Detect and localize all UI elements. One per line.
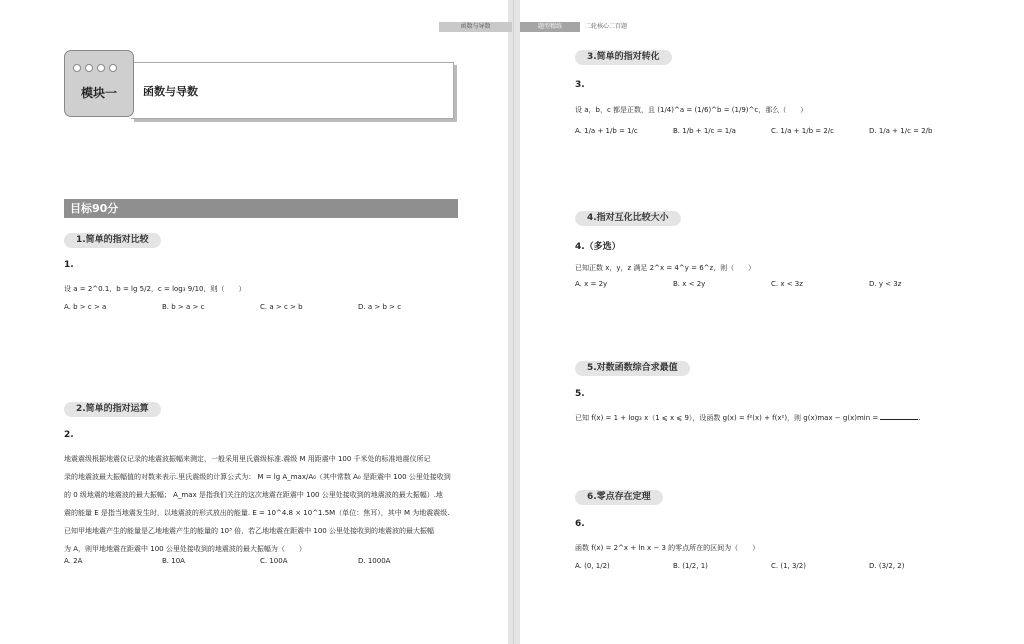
q4-stem: 已知正数 x，y，z 满足 2^x = 4^y = 6^z，则（ ）: [575, 264, 756, 272]
q2-number: 2.: [64, 430, 74, 440]
header-tab-type: 题型精练: [520, 22, 580, 32]
q5-end: .: [918, 414, 921, 422]
q2-option-b: B. 10A: [162, 557, 185, 565]
q2-line-2: 录的地震波最大振幅值的对数来表示.里氏震级的计算公式为： M = lg A_max/A₀（其中常数 A₀ 是距震中 100 公里处接收到: [64, 473, 451, 481]
topic-pill-2: 2.简单的指对运算: [64, 402, 161, 417]
q4-option-b: B. x < 2y: [673, 280, 706, 288]
q1-stem: 设 a = 2^0.1，b = lg 5/2，c = log₃ 9/10，则（ ）: [64, 285, 246, 293]
q1-option-a: A. b > c > a: [64, 303, 107, 311]
page-gutter: [508, 0, 520, 644]
q5-stem: 已知 f(x) = 1 + log₃ x（1 ⩽ x ⩽ 9），设函数 g(x) = f²(x) + f(x²)，则 g(x)max − g(x)min =: [575, 414, 881, 422]
q4-option-d: D. y < 3z: [869, 280, 902, 288]
q5-number: 5.: [575, 389, 585, 399]
q5-answer-blank[interactable]: [880, 419, 918, 420]
q6-option-c: C. (1, 3/2): [771, 562, 806, 570]
topic-pill-6: 6.零点存在定理: [575, 490, 663, 505]
q3-option-d: D. 1/a + 1/c = 2/b: [869, 127, 933, 135]
q4-number: 4.（多选）: [575, 242, 621, 252]
section-title: 目标90分: [64, 199, 458, 218]
q6-number: 6.: [575, 519, 585, 529]
topic-pill-5: 5.对数函数综合求最值: [575, 361, 690, 376]
q4-option-a: A. x = 2y: [575, 280, 608, 288]
q3-number: 3.: [575, 80, 585, 90]
topic-pill-4: 4.指对互化比较大小: [575, 211, 681, 226]
q6-option-d: D. (3/2, 2): [869, 562, 905, 570]
q3-option-c: C. 1/a + 1/b = 2/c: [771, 127, 834, 135]
q6-stem: 函数 f(x) = 2^x + ln x − 3 的零点所在的区间为（ ）: [575, 544, 760, 552]
q1-option-b: B. b > a > c: [162, 303, 205, 311]
q3-stem: 设 a，b，c 都是正数，且 (1/4)^a = (1/6)^b = (1/9)^c，那么（ ）: [575, 106, 808, 114]
q3-option-a: A. 1/a + 1/b = 1/c: [575, 127, 638, 135]
header-tab-topic: 函数与导数: [439, 22, 512, 32]
q2-line-4: 震的能量 E 是指当地震发生时，以地震波的形式放出的能量. E = 10^4.8 × 10^1.5M（单位：焦耳），其中 M 为地震震级.: [64, 509, 450, 517]
q1-number: 1.: [64, 260, 74, 270]
q2-stem: [64, 450, 464, 558]
q2-option-d: D. 1000A: [358, 557, 391, 565]
module-title-box: [131, 62, 454, 119]
topic-pill-3: 3.简单的指对转化: [575, 50, 672, 65]
q2-option-a: A. 2A: [64, 557, 83, 565]
q2-line-6: 为 A，则甲地地震在距震中 100 公里处接收到的地震波的最大振幅为（ ）: [64, 545, 306, 553]
module-badge: [64, 50, 134, 117]
topic-pill-1: 1.简单的指对比较: [64, 233, 161, 248]
q3-option-b: B. 1/b + 1/c = 1/a: [673, 127, 736, 135]
q1-option-c: C. a > c > b: [260, 303, 303, 311]
q6-option-a: A. (0, 1/2): [575, 562, 610, 570]
q2-option-c: C. 100A: [260, 557, 288, 565]
binder-dots: [73, 57, 121, 76]
header-tab-series: 二轮核心二百题: [584, 23, 627, 30]
q2-line-5: 已知甲地地震产生的能量是乙地地震产生的能量的 10³ 倍，若乙地地震在距震中 100 公里处接收到的地震波的最大振幅: [64, 527, 434, 535]
q1-option-d: D. a > b > c: [358, 303, 402, 311]
q2-line-1: 地震震级根据地震仪记录的地震波振幅来测定，一般采用里氏震级标准.震级 M 用距震中 100 千米处的标准地震仪所记: [64, 455, 431, 463]
module-label: 模块一: [80, 86, 117, 100]
gutter-line: [513, 0, 514, 644]
q2-line-3: 的 0 级地震的地震波的最大振幅； A_max 是指我们关注的这次地震在距震中 100 公里处接收到的地震波的最大振幅）.地: [64, 491, 443, 499]
module-title: 函数与导数: [143, 85, 198, 98]
q6-option-b: B. (1/2, 1): [673, 562, 708, 570]
q4-option-c: C. x < 3z: [771, 280, 803, 288]
q5-stem-line: [575, 413, 921, 423]
